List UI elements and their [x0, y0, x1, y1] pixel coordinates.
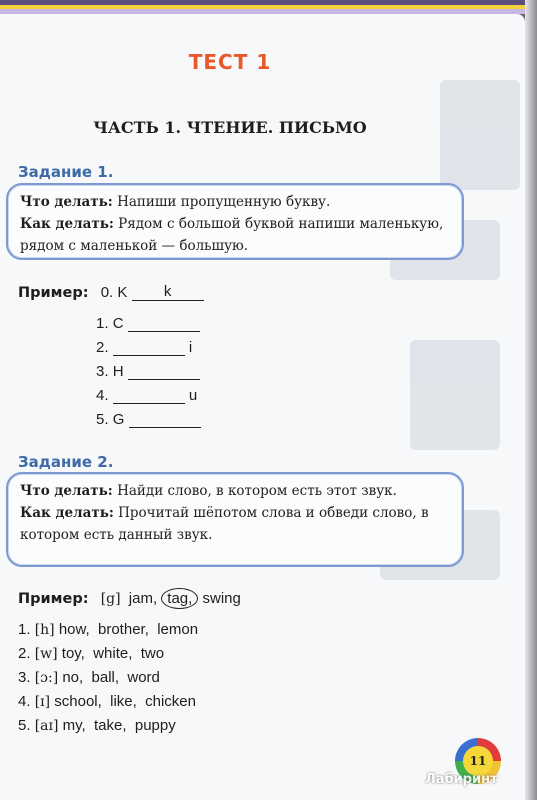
task1-item-letter: u — [188, 387, 198, 404]
task2-item-words[interactable]: toy, white, two — [61, 645, 165, 662]
task2-item-sound: [aɪ] — [34, 718, 59, 734]
show-through — [370, 40, 520, 760]
task2-how-text: Прочитай шёпотом слова и обведи слово, в котором есть данный звук. — [20, 505, 429, 543]
answer-line[interactable] — [128, 362, 200, 380]
task1-item-letter: G — [112, 411, 125, 428]
page-number: 11 — [463, 746, 493, 776]
task2-how-label: Как делать: — [20, 505, 114, 521]
task1-item — [96, 386, 197, 404]
task2-heading: Задание 2. — [18, 453, 114, 471]
task1-item-num: 1. — [96, 315, 109, 332]
task1-item-num: 2. — [96, 339, 109, 356]
task1-item-num: 4. — [96, 387, 109, 404]
task1-how-text: Рядом с большой буквой напиши маленькую, рядом с маленькой — большую. — [20, 216, 444, 254]
task2-example-label: Пример: — [18, 591, 89, 607]
watermark: Лабиринт — [425, 772, 498, 787]
task1-item-num: 5. — [96, 411, 109, 428]
task2-item-sound: [ɪ] — [34, 694, 51, 710]
task2-item-sound: [ɔ:] — [34, 670, 59, 686]
task1-example-answer: k — [132, 283, 204, 301]
task1-item — [96, 314, 200, 332]
task1-item-letter: H — [112, 363, 124, 380]
task1-how-label: Как делать: — [20, 216, 114, 232]
task2-item — [18, 717, 176, 734]
task1-what-label: Что делать: — [20, 194, 113, 210]
test-title: ТЕСТ 1 — [188, 50, 272, 74]
task2-item-sound: [w] — [34, 646, 58, 662]
task1-example-letter: K — [117, 284, 128, 301]
task2-item — [18, 645, 164, 662]
part-title: ЧАСТЬ 1. ЧТЕНИЕ. ПИСЬМО — [93, 118, 367, 137]
task1-example-label: Пример: — [18, 285, 89, 301]
task1-instructions — [6, 183, 464, 260]
page-edge — [525, 0, 537, 800]
task2-example-sound: [g] — [100, 591, 121, 607]
task2-item-num: 4. — [18, 693, 31, 710]
task1-item-num: 3. — [96, 363, 109, 380]
task1-item — [96, 362, 200, 380]
task2-item-words[interactable]: my, take, puppy — [62, 717, 176, 734]
task2-item — [18, 693, 196, 710]
task1-heading: Задание 1. — [18, 163, 114, 181]
answer-line[interactable] — [128, 314, 200, 332]
task2-instructions — [6, 472, 464, 567]
task1-what-text: Напиши пропущенную букву. — [117, 194, 331, 210]
task2-item-num: 1. — [18, 621, 31, 638]
task2-item-num: 3. — [18, 669, 31, 686]
task2-item-words[interactable]: school, like, chicken — [54, 693, 196, 710]
answer-line[interactable] — [113, 386, 185, 404]
task2-what-label: Что делать: — [20, 483, 113, 499]
task2-item-sound: [h] — [34, 622, 55, 638]
answer-line[interactable] — [129, 410, 201, 428]
task2-item — [18, 621, 198, 638]
task2-example-circled-word: tag, — [161, 588, 198, 609]
task2-item-num: 5. — [18, 717, 31, 734]
task2-item-words[interactable]: how, brother, lemon — [58, 621, 199, 638]
task2-item-words[interactable]: no, ball, word — [62, 669, 160, 686]
task1-item-letter: C — [112, 315, 124, 332]
task2-item — [18, 669, 160, 686]
task1-item — [96, 410, 201, 428]
task2-example-word: swing — [202, 590, 241, 607]
task2-what-text: Найди слово, в котором есть этот звук. — [117, 483, 397, 499]
task1-item — [96, 338, 192, 356]
task2-example-word: jam, — [128, 590, 158, 607]
task1-example-num: 0. — [100, 284, 114, 301]
answer-line[interactable] — [113, 338, 185, 356]
task2-item-num: 2. — [18, 645, 31, 662]
task1-item-letter: i — [188, 339, 193, 356]
task2-example — [18, 590, 241, 607]
task1-example — [18, 283, 204, 301]
